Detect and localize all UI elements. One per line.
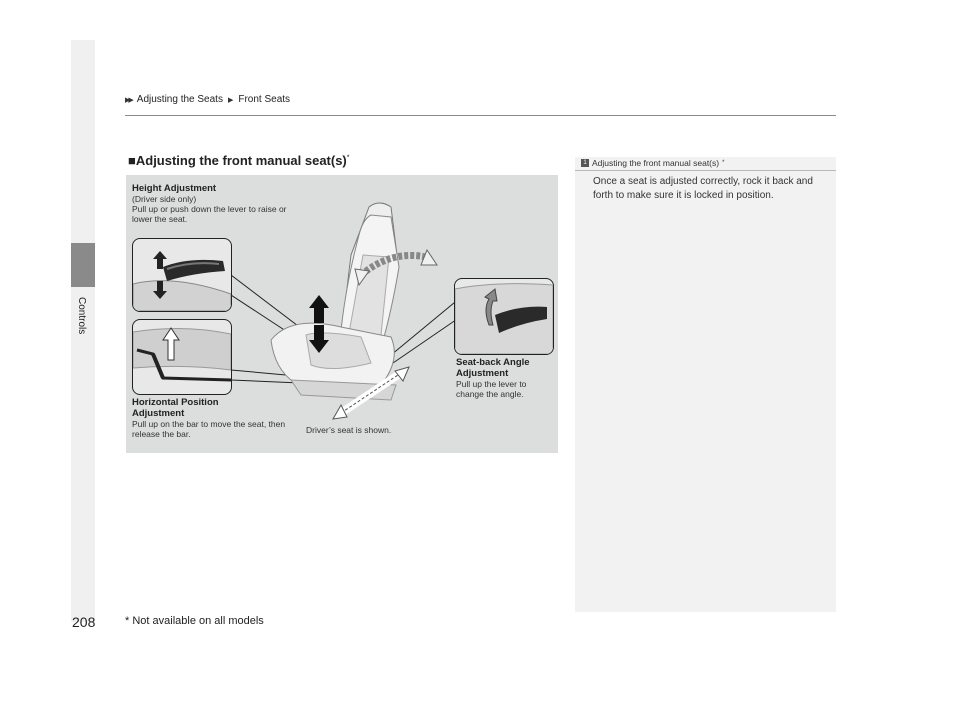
breadcrumb-item-seats[interactable]: Adjusting the Seats (136, 94, 223, 105)
seatback-title-1: Seat-back Angle (456, 357, 530, 368)
horizontal-bar-illustration (133, 320, 231, 394)
seat-figure (126, 175, 558, 453)
section-heading (128, 153, 350, 168)
height-lever-inset (132, 238, 232, 312)
height-sub: (Driver side only) (132, 194, 197, 204)
horizontal-bar-inset (132, 319, 232, 395)
height-title: Height Adjustment (132, 183, 217, 194)
seatback-lever-illustration (455, 279, 553, 354)
heading-asterisk: * (346, 154, 350, 162)
note-asterisk: * (722, 160, 725, 166)
breadcrumb-arrow-icon: ▶▶ (125, 96, 132, 104)
note-number-icon: 1 (581, 159, 589, 167)
footnote: * Not available on all models (125, 615, 264, 627)
breadcrumb (125, 94, 290, 105)
chapter-label: Controls (76, 297, 87, 335)
figure-caption: Driver’s seat is shown. (306, 425, 392, 435)
breadcrumb-arrow-icon: ▶ (227, 96, 234, 104)
height-lever-illustration (133, 239, 231, 311)
note-body: Once a seat is adjusted correctly, rock it back and forth to make sure it is locked in position. (593, 176, 813, 201)
heading-bullet-icon: ■ (128, 153, 136, 168)
note-title-text: Adjusting the front manual seat(s) (592, 158, 720, 168)
horizontal-title-2: Adjustment (132, 408, 185, 419)
note-title (581, 158, 724, 168)
seatback-text: Pull up the lever to change the angle. (456, 379, 527, 399)
note-panel (575, 157, 836, 612)
chapter-tab[interactable] (71, 243, 95, 287)
seatback-lever-inset (454, 278, 554, 355)
up-down-arrow-icon (153, 251, 167, 299)
seat-illustration (231, 195, 471, 440)
heading-text: Adjusting the front manual seat(s) (135, 153, 347, 168)
seatback-title-2: Adjustment (456, 368, 509, 379)
page-number: 208 (72, 614, 96, 630)
breadcrumb-item-front-seats[interactable]: Front Seats (238, 94, 291, 105)
header-rule (125, 115, 836, 116)
seatback-callout (456, 357, 556, 399)
note-rule (575, 170, 836, 171)
height-text: Pull up or push down the lever to raise or lower the seat. (132, 204, 287, 224)
horizontal-text: Pull up on the bar to move the seat, then release the bar. (132, 419, 286, 439)
horizontal-title-1: Horizontal Position (132, 397, 219, 408)
